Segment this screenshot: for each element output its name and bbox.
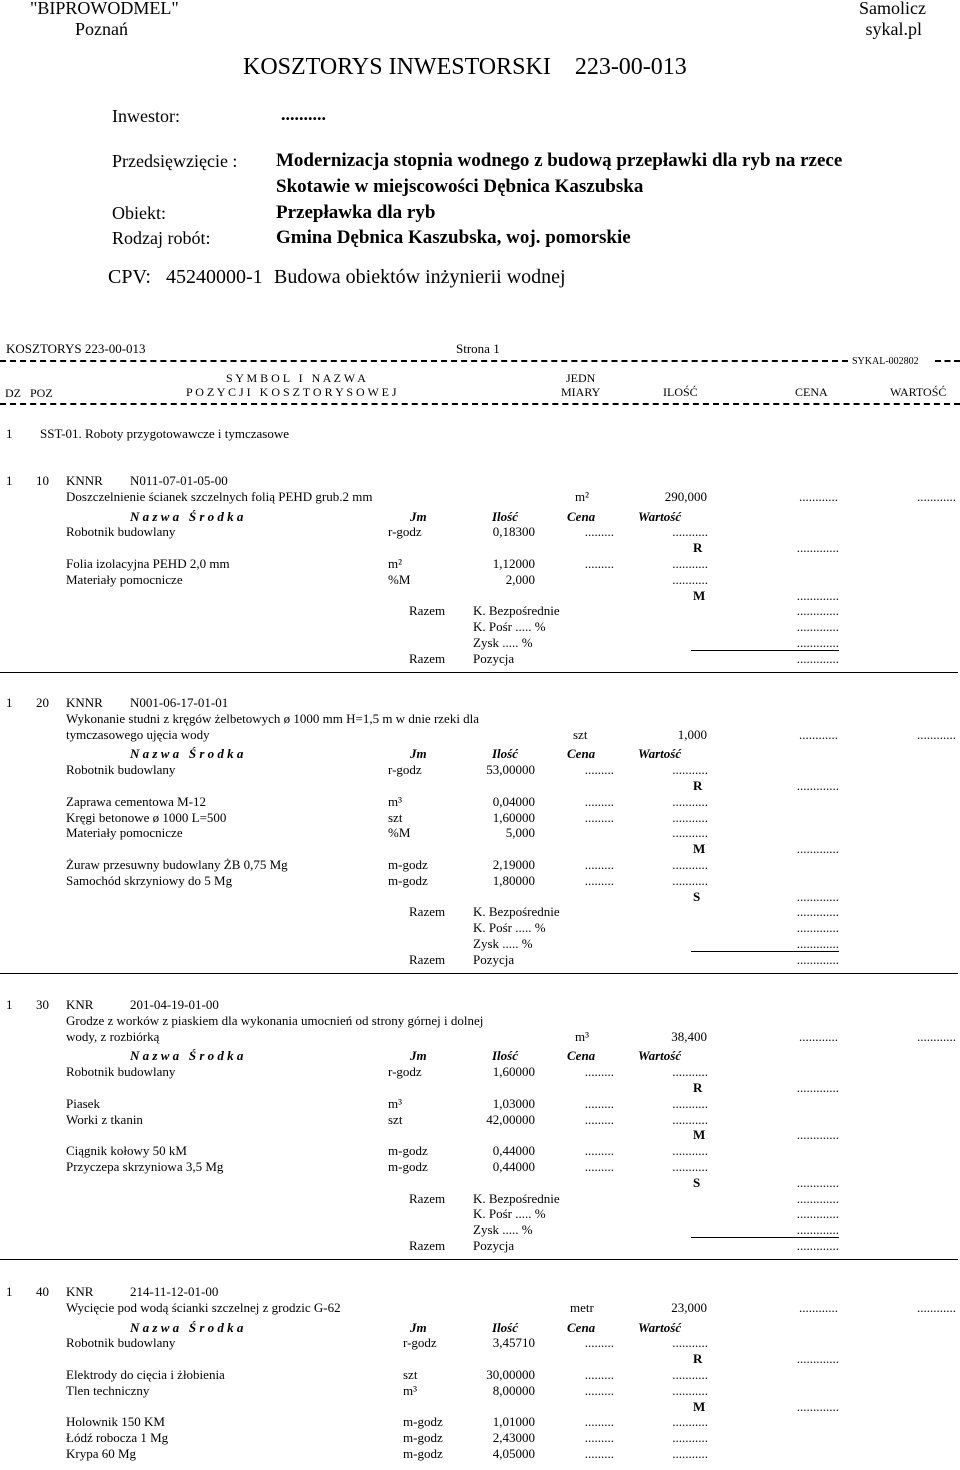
position-quantity: 38,400 — [671, 1028, 707, 1044]
resource-header-value: Wartość — [638, 508, 682, 524]
col-pozycji: P O Z Y C J I K O S Z T O R Y S O W E J — [186, 385, 397, 399]
resource-header-value: Wartość — [638, 746, 682, 762]
investor-value: .......... — [281, 104, 326, 124]
resource-quantity: 0,04000 — [492, 793, 535, 809]
group-letter: R — [693, 1351, 703, 1367]
col-jedn: JEDN — [566, 371, 596, 385]
position-description: Grodze z worków z piaskiem dla wykonania umocnień od strony górnej i dolnej — [66, 1012, 484, 1028]
resource-header-jm: Jm — [410, 508, 427, 524]
resource-price: ......... — [584, 793, 614, 809]
resource-unit: m³ — [403, 1382, 418, 1398]
resource-value: ........... — [672, 1382, 708, 1398]
resource-unit: m-godz — [403, 1430, 443, 1446]
resource-value: ........... — [672, 872, 708, 888]
summary-position: Pozycja — [473, 650, 515, 666]
position-value: ............ — [917, 1299, 956, 1315]
summary-direct-value: ............. — [796, 1190, 839, 1206]
resource-quantity: 1,03000 — [492, 1095, 535, 1111]
resource-price: ......... — [584, 762, 614, 778]
summary-razem: Razem — [409, 603, 446, 619]
resource-unit: m³ — [388, 793, 403, 809]
resource-quantity: 2,43000 — [492, 1430, 535, 1446]
cpv-description: Budowa obiektów inżynierii wodnej — [274, 266, 566, 288]
position-number: 40 — [36, 1284, 49, 1299]
resource-header-value: Wartość — [638, 1048, 682, 1064]
position-number: 30 — [36, 997, 49, 1012]
resource-header-qty: Ilość — [492, 746, 518, 762]
summary-position-value: ............. — [796, 650, 839, 666]
resource-unit: m-godz — [388, 872, 428, 888]
resource-quantity: 53,00000 — [486, 762, 535, 778]
summary-razem: Razem — [409, 1190, 446, 1206]
resource-price: ......... — [584, 1159, 614, 1174]
header-rule-top-end — [935, 360, 960, 362]
resource-unit: m-godz — [388, 1143, 428, 1159]
position-catalog: KNNR — [66, 473, 103, 488]
resource-name: Worki z tkanin — [66, 1111, 143, 1127]
resource-name: Łódź robocza 1 Mg — [66, 1430, 169, 1446]
group-total: ............. — [796, 841, 839, 857]
resource-name: Ciągnik kołowy 50 kM — [66, 1143, 187, 1159]
resource-value: ........... — [672, 1430, 708, 1446]
venture-label: Przedsięwzięcie : — [112, 151, 238, 171]
resource-price: ......... — [584, 1414, 614, 1430]
position-description: Doszczelnienie ścianek szczelnych folią PEHD grub.2 mm — [66, 488, 373, 504]
resource-header-qty: Ilość — [492, 1048, 518, 1064]
page-number: Strona 1 — [456, 341, 500, 356]
group-letter: R — [693, 540, 703, 556]
position-quantity: 1,000 — [677, 726, 707, 742]
col-dz: DZ — [5, 386, 21, 400]
position-unit: szt — [573, 726, 588, 742]
summary-profit: Zysk ..... % — [473, 1222, 533, 1238]
summary-direct-costs: K. Bezpośrednie — [473, 1190, 560, 1206]
resource-header-name: N a z w a Ś r o d k a — [130, 1319, 244, 1335]
group-total: ............. — [796, 1080, 839, 1095]
company-city: Poznań — [75, 19, 128, 39]
position-catalog: KNNR — [66, 695, 103, 710]
resource-quantity: 1,01000 — [492, 1414, 535, 1430]
col-ilosc: ILOŚĆ — [663, 385, 698, 399]
resource-quantity: 8,00000 — [492, 1382, 535, 1398]
position-price: ............ — [799, 488, 838, 504]
summary-profit: Zysk ..... % — [473, 936, 533, 951]
resource-quantity: 0,18300 — [492, 524, 535, 540]
summary-position-value: ............. — [796, 1238, 839, 1253]
position-separator — [0, 1259, 958, 1260]
group-total: ............. — [796, 1174, 839, 1190]
resource-value: ........... — [672, 1446, 708, 1461]
position-unit: metr — [570, 1299, 594, 1315]
group-letter: S — [693, 888, 701, 904]
resource-name: Holownik 150 KM — [66, 1414, 165, 1430]
resource-header-price: Cena — [567, 746, 596, 762]
resource-value: ........... — [672, 1335, 708, 1351]
position-unit: m³ — [575, 1028, 590, 1044]
venture-line-2: Skotawie w miejscowości Dębnica Kaszubska — [276, 176, 644, 197]
summary-profit-value: ............. — [796, 936, 839, 951]
summary-direct-costs: K. Bezpośrednie — [473, 904, 560, 920]
resource-quantity: 0,44000 — [492, 1143, 535, 1159]
resource-quantity: 5,000 — [505, 825, 535, 841]
resource-unit: r-godz — [388, 762, 422, 778]
cpv-code: 45240000-1 — [166, 266, 263, 288]
resource-value: ........... — [672, 793, 708, 809]
summary-razem: Razem — [409, 650, 446, 666]
resource-name: Folia izolacyjna PEHD 2,0 mm — [66, 556, 230, 571]
resource-price: ......... — [584, 524, 614, 540]
resource-value: ........... — [672, 1367, 708, 1382]
col-poz: POZ — [30, 386, 53, 400]
group-letter: M — [693, 841, 706, 857]
group-letter: M — [693, 587, 706, 603]
investor-label: Inwestor: — [112, 106, 180, 126]
resource-name: Materiały pomocnicze — [66, 825, 183, 841]
summary-indirect-costs: K. Pośr ..... % — [473, 1206, 546, 1222]
resource-quantity: 2,19000 — [492, 857, 535, 872]
resource-name: Samochód skrzyniowy do 5 Mg — [66, 872, 233, 888]
position-description: tymczasowego ujęcia wody — [66, 726, 210, 742]
position-value: ............ — [917, 488, 956, 504]
summary-profit-value: ............. — [796, 1222, 839, 1238]
resource-price: ......... — [584, 1064, 614, 1080]
summary-position: Pozycja — [473, 1238, 515, 1253]
summary-indirect-value: ............. — [796, 619, 839, 635]
summary-direct-value: ............. — [796, 904, 839, 920]
resource-name: Robotnik budowlany — [66, 1064, 176, 1080]
page-doc-id: KOSZTORYS 223-00-013 — [6, 341, 146, 356]
group-total: ............. — [796, 587, 839, 603]
summary-profit: Zysk ..... % — [473, 635, 533, 650]
summary-direct-costs: K. Bezpośrednie — [473, 603, 560, 619]
header-rule-bottom — [0, 403, 960, 405]
resource-unit: m² — [388, 556, 403, 571]
resource-name: Robotnik budowlany — [66, 524, 176, 540]
position-separator — [0, 672, 958, 673]
object-value: Przepławka dla ryb — [276, 202, 436, 223]
resource-unit: m-godz — [403, 1414, 443, 1430]
resource-value: ........... — [672, 1095, 708, 1111]
works-label: Rodzaj robót: — [112, 228, 211, 248]
summary-indirect-value: ............. — [796, 1206, 839, 1222]
group-total: ............. — [796, 778, 839, 793]
resource-price: ......... — [584, 1143, 614, 1159]
resource-unit: szt — [403, 1367, 418, 1382]
position-price: ............ — [799, 1299, 838, 1315]
resource-header-price: Cena — [567, 508, 596, 524]
position-unit: m² — [575, 488, 590, 504]
resource-value: ........... — [672, 524, 708, 540]
resource-name: Kręgi betonowe ø 1000 L=500 — [66, 809, 227, 825]
author-name: Samolicz — [859, 0, 926, 18]
resource-price: ......... — [584, 1335, 614, 1351]
resource-price: ......... — [584, 872, 614, 888]
resource-unit: m-godz — [403, 1446, 443, 1461]
summary-indirect-costs: K. Pośr ..... % — [473, 619, 546, 635]
resource-name: Żuraw przesuwny budowlany ŻB 0,75 Mg — [66, 857, 288, 872]
resource-quantity: 42,00000 — [486, 1111, 535, 1127]
resource-unit: szt — [388, 1111, 403, 1127]
document-title: KOSZTORYS INWESTORSKI 223-00-013 — [243, 54, 687, 80]
position-price: ............ — [799, 726, 838, 742]
resource-header-name: N a z w a Ś r o d k a — [130, 1048, 244, 1064]
group-letter: S — [693, 1174, 701, 1190]
resource-value: ........... — [672, 1159, 708, 1174]
resource-value: ........... — [672, 571, 708, 587]
company-name: "BIPROWODMEL" — [30, 0, 179, 18]
resource-unit: m³ — [388, 1095, 403, 1111]
group-letter: R — [693, 1080, 703, 1095]
resource-header-jm: Jm — [410, 1048, 427, 1064]
resource-quantity: 1,60000 — [492, 809, 535, 825]
position-dz: 1 — [6, 473, 13, 488]
resource-price: ......... — [584, 1430, 614, 1446]
summary-razem: Razem — [409, 904, 446, 920]
position-separator — [0, 973, 958, 974]
resource-value: ........... — [672, 1414, 708, 1430]
resource-quantity: 1,60000 — [492, 1064, 535, 1080]
resource-price: ......... — [584, 1446, 614, 1461]
col-symbol: S Y M B O L I N A Z W A — [226, 371, 366, 385]
resource-header-price: Cena — [567, 1048, 596, 1064]
resource-unit: %M — [388, 825, 411, 841]
summary-position-value: ............. — [796, 951, 839, 967]
section-title: SST-01. Roboty przygotowawcze i tymczasowe — [40, 426, 289, 441]
summary-razem: Razem — [409, 1238, 446, 1253]
resource-price: ......... — [584, 556, 614, 571]
resource-quantity: 4,05000 — [492, 1446, 535, 1461]
resource-value: ........... — [672, 809, 708, 825]
resource-name: Zaprawa cementowa M-12 — [66, 793, 207, 809]
resource-value: ........... — [672, 857, 708, 872]
resource-value: ........... — [672, 1143, 708, 1159]
position-catalog: KNR — [66, 1284, 94, 1299]
resource-header-jm: Jm — [410, 746, 427, 762]
resource-price: ......... — [584, 1095, 614, 1111]
resource-name: Robotnik budowlany — [66, 762, 176, 778]
resource-quantity: 2,000 — [505, 571, 535, 587]
resource-quantity: 1,80000 — [492, 872, 535, 888]
works-value: Gmina Dębnica Kaszubska, woj. pomorskie — [276, 227, 631, 248]
resource-price: ......... — [584, 857, 614, 872]
resource-name: Robotnik budowlany — [66, 1335, 176, 1351]
position-value: ............ — [917, 726, 956, 742]
resource-unit: r-godz — [388, 1064, 422, 1080]
resource-header-name: N a z w a Ś r o d k a — [130, 508, 244, 524]
resource-header-price: Cena — [567, 1319, 596, 1335]
position-dz: 1 — [6, 695, 13, 710]
resource-unit: m-godz — [388, 857, 428, 872]
section-number: 1 — [6, 426, 13, 441]
resource-quantity: 30,00000 — [486, 1367, 535, 1382]
resource-name: Elektrody do cięcia i żłobienia — [66, 1367, 225, 1382]
resource-name: Przyczepa skrzyniowa 3,5 Mg — [66, 1159, 224, 1174]
group-total: ............. — [796, 1351, 839, 1367]
resource-unit: %M — [388, 571, 411, 587]
col-cena: CENA — [795, 385, 828, 399]
summary-indirect-costs: K. Pośr ..... % — [473, 920, 546, 936]
position-code: N011-07-01-05-00 — [130, 473, 228, 488]
header-rule-top — [0, 360, 848, 362]
resource-header-jm: Jm — [410, 1319, 427, 1335]
resource-header-value: Wartość — [638, 1319, 682, 1335]
resource-price: ......... — [584, 1367, 614, 1382]
group-total: ............. — [796, 1127, 839, 1143]
position-catalog: KNR — [66, 997, 94, 1012]
resource-name: Krypa 60 Mg — [66, 1446, 137, 1461]
resource-name: Materiały pomocnicze — [66, 571, 183, 587]
resource-unit: r-godz — [403, 1335, 437, 1351]
resource-unit: szt — [388, 809, 403, 825]
position-number: 10 — [36, 473, 49, 488]
summary-profit-value: ............. — [796, 635, 839, 650]
resource-value: ........... — [672, 825, 708, 841]
resource-price: ......... — [584, 1382, 614, 1398]
group-letter: M — [693, 1127, 706, 1143]
resource-price: ......... — [584, 1111, 614, 1127]
position-code: N001-06-17-01-01 — [130, 695, 229, 710]
resource-quantity: 3,45710 — [492, 1335, 535, 1351]
position-number: 20 — [36, 695, 49, 710]
group-letter: M — [693, 1398, 706, 1414]
col-miary: MIARY — [561, 385, 601, 399]
position-dz: 1 — [6, 997, 13, 1012]
col-wartosc: WARTOŚĆ — [890, 385, 947, 399]
position-code: 201-04-19-01-00 — [130, 997, 219, 1012]
summary-direct-value: ............. — [796, 603, 839, 619]
summary-indirect-value: ............. — [796, 920, 839, 936]
resource-header-qty: Ilość — [492, 1319, 518, 1335]
resource-unit: m-godz — [388, 1159, 428, 1174]
resource-value: ........... — [672, 556, 708, 571]
position-price: ............ — [799, 1028, 838, 1044]
position-value: ............ — [917, 1028, 956, 1044]
author-site: sykal.pl — [865, 19, 922, 39]
object-label: Obiekt: — [112, 203, 166, 223]
venture-line-1: Modernizacja stopnia wodnego z budową przepławki dla ryb na rzece — [276, 150, 843, 171]
resource-name: Piasek — [66, 1095, 100, 1111]
group-total: ............. — [796, 540, 839, 556]
resource-value: ........... — [672, 1064, 708, 1080]
resource-header-name: N a z w a Ś r o d k a — [130, 746, 244, 762]
position-code: 214-11-12-01-00 — [130, 1284, 219, 1299]
position-description: Wycięcie pod wodą ścianki szczelnej z grodzic G-62 — [66, 1299, 341, 1315]
resource-quantity: 0,44000 — [492, 1159, 535, 1174]
resource-header-qty: Ilość — [492, 508, 518, 524]
program-code: SYKAL-002802 — [852, 356, 919, 367]
resource-value: ........... — [672, 762, 708, 778]
position-dz: 1 — [6, 1284, 13, 1299]
position-quantity: 290,000 — [664, 488, 707, 504]
position-quantity: 23,000 — [671, 1299, 707, 1315]
position-description: wody, z rozbiórką — [66, 1028, 160, 1044]
group-total: ............. — [796, 888, 839, 904]
summary-position: Pozycja — [473, 951, 515, 967]
resource-unit: r-godz — [388, 524, 422, 540]
resource-value: ........... — [672, 1111, 708, 1127]
group-total: ............. — [796, 1398, 839, 1414]
position-description: Wykonanie studni z kręgów żelbetowych ø 1000 mm H=1,5 m w dnie rzeki dla — [66, 710, 480, 726]
resource-price: ......... — [584, 809, 614, 825]
resource-quantity: 1,12000 — [492, 556, 535, 571]
cpv-label: CPV: — [108, 266, 151, 288]
resource-name: Tlen techniczny — [66, 1382, 150, 1398]
summary-razem: Razem — [409, 951, 446, 967]
group-letter: R — [693, 778, 703, 793]
